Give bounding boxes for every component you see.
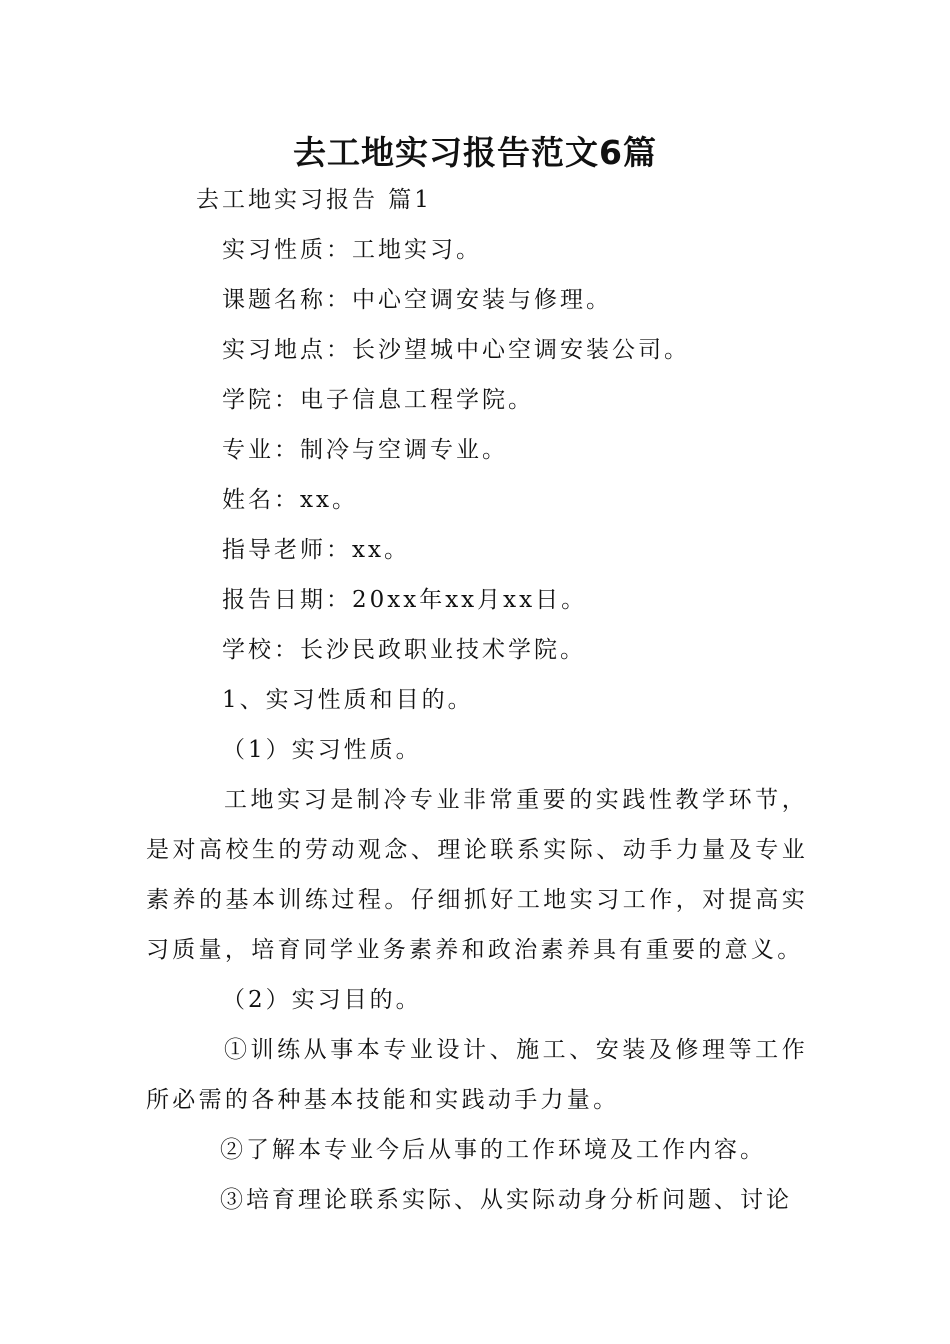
- field-internship-location: [222, 333, 690, 367]
- field-college: [222, 383, 534, 417]
- field-value: 中心空调安装与修理。: [352, 287, 612, 313]
- field-value: 工地实习。: [352, 237, 482, 263]
- field-value: 制冷与空调专业。: [300, 437, 508, 463]
- field-value: 20xx年xx月xx日。: [352, 587, 588, 613]
- section-heading: 去工地实习报告 篇1: [196, 187, 432, 213]
- field-label: 实习性质：: [222, 237, 352, 263]
- field-value: 电子信息工程学院。: [300, 387, 534, 413]
- field-report-date: [222, 583, 587, 617]
- field-label: 课题名称：: [222, 287, 352, 313]
- field-label: 专业：: [222, 437, 300, 463]
- field-value: 长沙民政职业技术学院。: [300, 637, 586, 663]
- field-internship-nature: [222, 233, 482, 267]
- heading-nature-purpose: 1、实习性质和目的。: [222, 687, 474, 713]
- subheading-internship-nature: （1）实习性质。: [222, 737, 422, 763]
- field-advisor: [222, 533, 410, 567]
- paragraph-internship-nature: 工地实习是制冷专业非常重要的实践性教学环节，是对高校生的劳动观念、理论联系实际、动手力量及专业素养的基本训练过程。仔细抓好工地实习工作，对提高实习质量，培育同学业务素养和政治素养具有重要的意义。: [146, 787, 808, 963]
- field-value: xx。: [352, 537, 410, 563]
- field-label: 学院：: [222, 387, 300, 413]
- field-name: [222, 483, 358, 517]
- document-title: 去工地实习报告范文6篇: [293, 133, 657, 172]
- list-item-purpose-1: ①训练从事本专业设计、施工、安装及修理等工作所必需的各种基本技能和实践动手力量。: [146, 1037, 808, 1113]
- field-topic-name: [222, 283, 612, 317]
- field-label: 实习地点：: [222, 337, 352, 363]
- field-major: [222, 433, 508, 467]
- subheading-internship-purpose: （2）实习目的。: [222, 987, 422, 1013]
- list-item-purpose-3: ③培育理论联系实际、从实际动身分析问题、讨论: [220, 1187, 792, 1213]
- field-value: 长沙望城中心空调安装公司。: [352, 337, 690, 363]
- list-item-purpose-2: ②了解本专业今后从事的工作环境及工作内容。: [220, 1137, 766, 1163]
- field-label: 学校：: [222, 637, 300, 663]
- field-value: xx。: [300, 487, 358, 513]
- field-school: [222, 633, 586, 667]
- field-label: 姓名：: [222, 487, 300, 513]
- field-label: 报告日期：: [222, 587, 352, 613]
- field-label: 指导老师：: [222, 537, 352, 563]
